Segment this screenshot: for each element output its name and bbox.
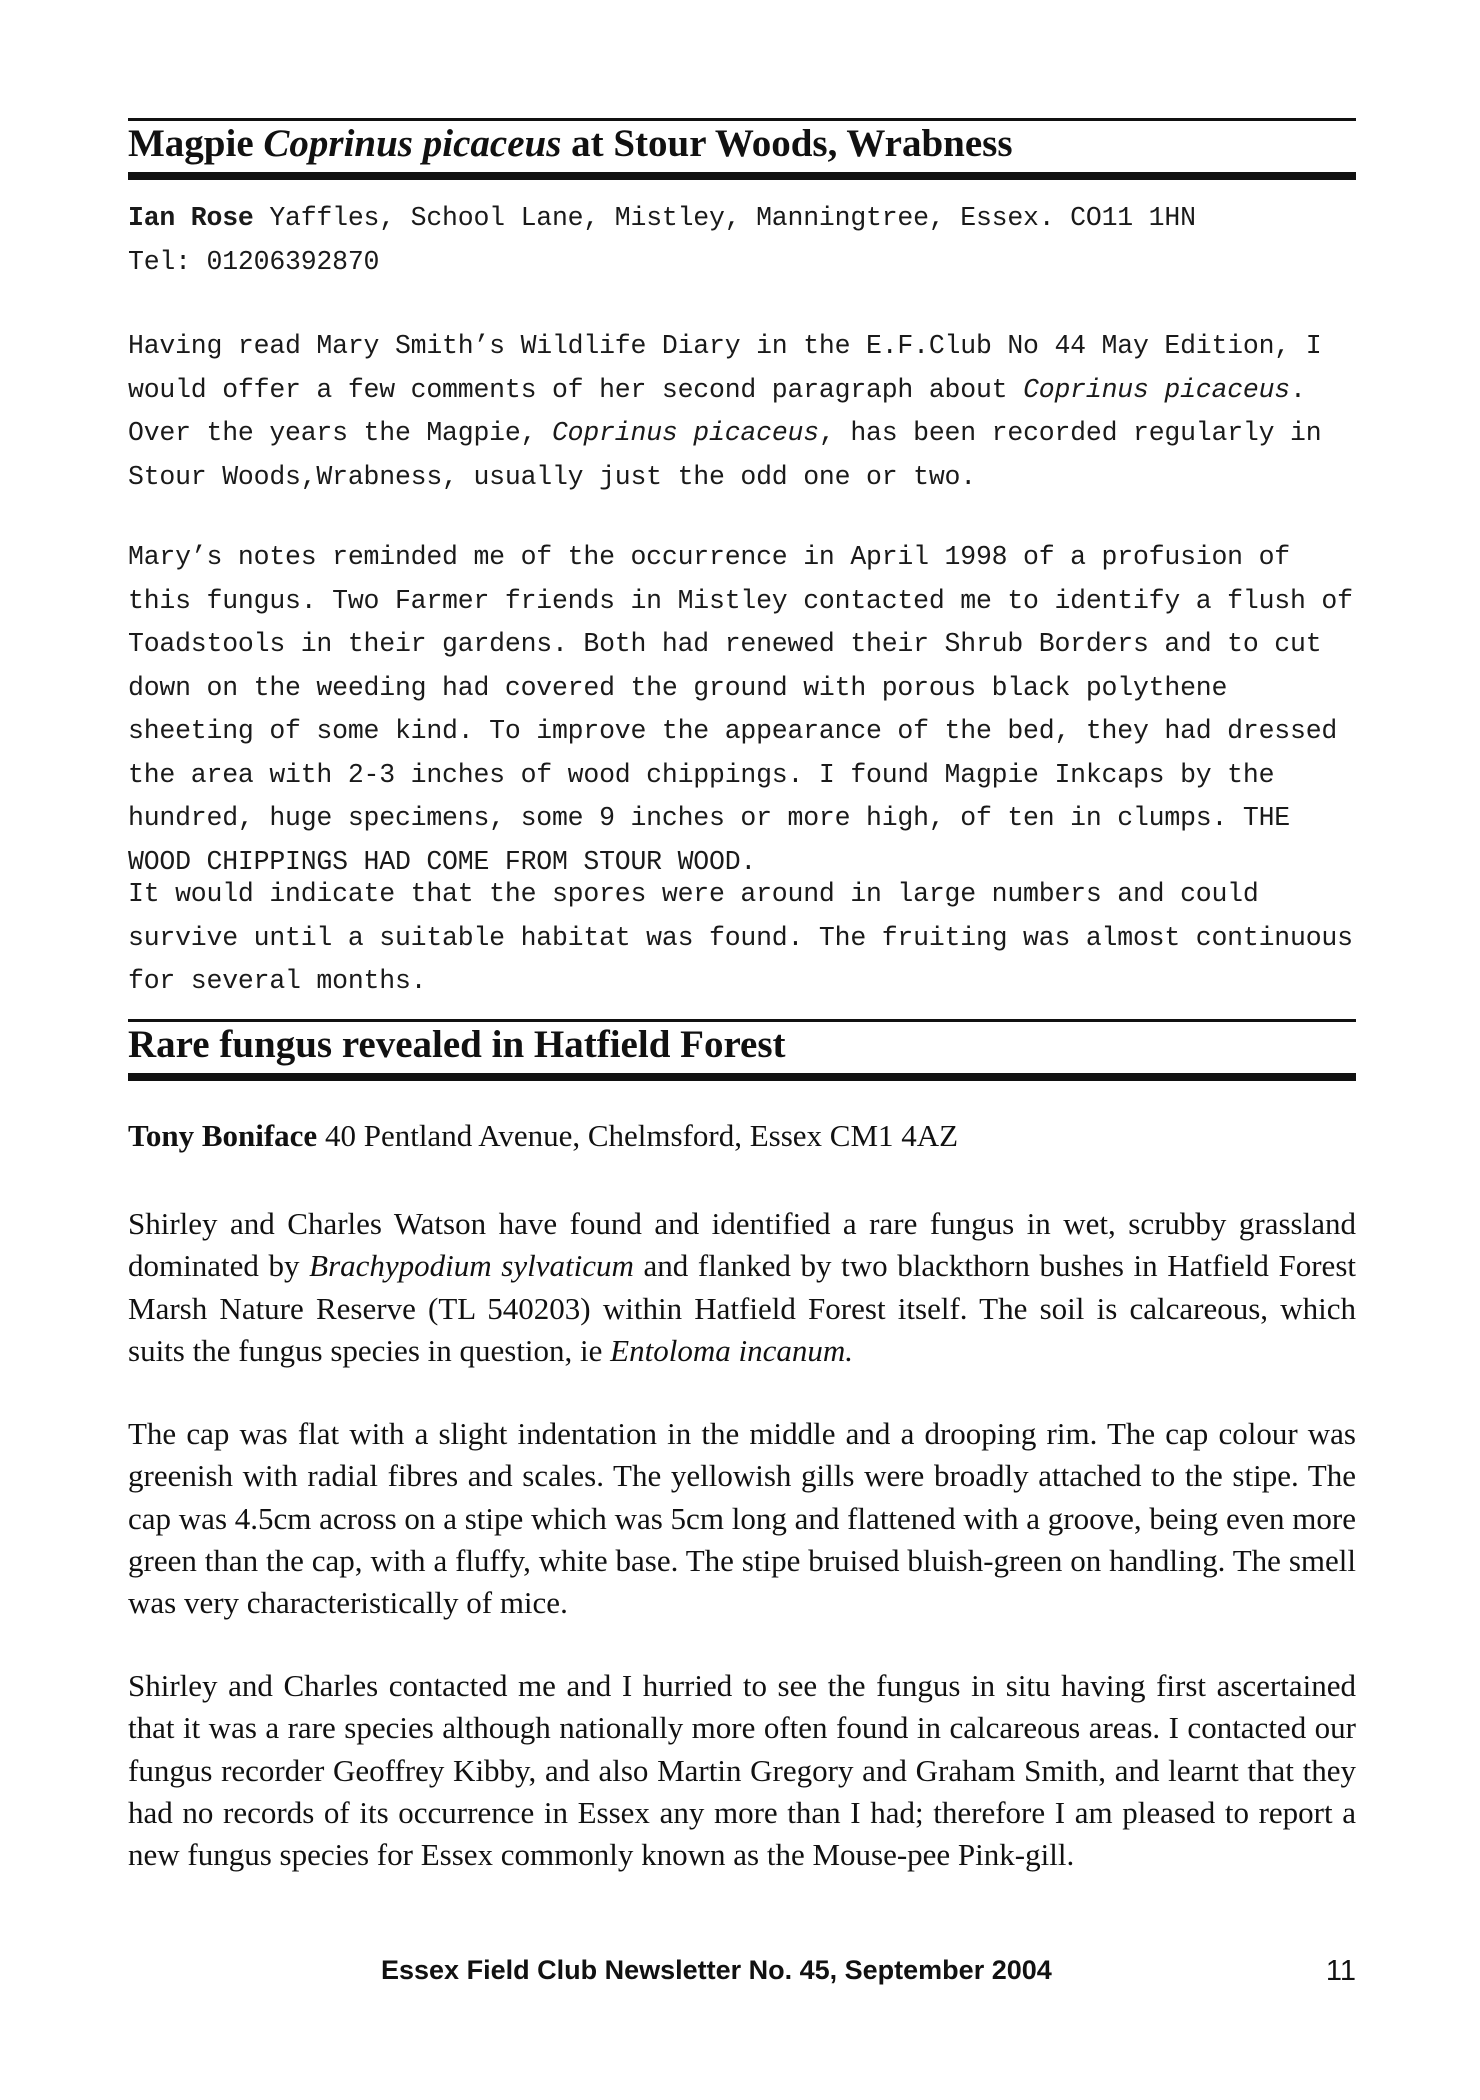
article1-paragraph-3: It would indicate that the spores were around in large numbers and could survive until a suitable habitat was found. The fruiting was almost continuous for several months. <box>128 879 1353 996</box>
article1-paragraph-2: Mary’s notes reminded me of the occurrence in April 1998 of a profusion of this fungus. Two Farmer friends in Mistley contacted me to identify a flush of Toadstools in their gardens. Both had renewed their Shrub Borders and to cut down on the weeding had covered the ground with porous black polythene sheeting of some kind. To improve the appearance of the bed, they had dressed the area with 2-3 inches of wood chippings. I found Magpie Inkcaps by the hundred, huge specimens, some 9 inches or more high, of ten in clumps. THE WOOD CHIPPINGS HAD COME FROM STOUR WOOD. <box>128 542 1353 877</box>
article2-paragraph-1: Shirley and Charles Watson have found and identified a rare fungus in wet, scrubby grassland dominated by Brachypodium sylvaticum and flanked by two blackthorn bushes in Hatfield Forest Marsh Nature Reserve (TL 540203) within Hatfield Forest itself. The soil is calcareous, which suits the fungus species in question, ie Entoloma incanum. <box>128 1206 1356 1368</box>
page-number: 11 <box>1325 1955 1356 1987</box>
article2-author-block <box>128 1115 1356 1157</box>
article1-title: Magpie Coprinus picaceus at Stour Woods, Wrabness <box>128 122 1013 165</box>
article2-top-rule <box>128 1019 1356 1022</box>
article1-author-tel: Tel: 01206392870 <box>128 246 380 277</box>
article1-paragraph-1: Having read Mary Smith’s Wildlife Diary in the E.F.Club No 44 May Edition, I would offer a few comments of her second paragraph about Coprinus picaceus. Over the years the Magpie, Coprinus picaceus, has been recorded regularly in Stour Woods,Wrabness, usually just the odd one or two. <box>128 331 1322 492</box>
article2-author-name: Tony Boniface <box>128 1118 318 1153</box>
article1-top-rule <box>128 118 1356 121</box>
article2-paragraph-2: The cap was flat with a slight indentation in the middle and a drooping rim. The cap colour was greenish with radial fibres and scales. The yellowish gills were broadly attached to the stipe. The cap was 4.5cm across on a stipe which was 5cm long and flattened with a groove, being even more green than the cap, with a fluffy, white base. The stipe bruised bluish-green on handling. The smell was very characteristically of mice. <box>128 1416 1356 1621</box>
article2-paragraph-3: Shirley and Charles contacted me and I hurried to see the fungus in situ having first ascertained that it was a rare species although nationally more often found in calcareous areas. I contacted our fungus recorder Geoffrey Kibby, and also Martin Gregory and Graham Smith, and learnt that they had no records of its occurrence in Essex any more than I had; therefore I am pleased to report a new fungus species for Essex commonly known as the Mouse-pee Pink-gill. <box>128 1668 1356 1873</box>
article2-author-address: 40 Pentland Avenue, Chelmsford, Essex CM1 4AZ <box>317 1118 959 1153</box>
article1-author-block <box>128 197 1356 284</box>
article1-bottom-rule <box>128 172 1356 180</box>
article2-bottom-rule <box>128 1073 1356 1081</box>
footer-publication: Essex Field Club Newsletter No. 45, September 2004 <box>381 1955 1052 1985</box>
article1-author-name: Ian Rose <box>128 203 254 233</box>
article2-title: Rare fungus revealed in Hatfield Forest <box>128 1023 786 1066</box>
article1-author-address: Yaffles, School Lane, Mistley, Manningtree, Essex. CO11 1HN <box>253 203 1196 233</box>
